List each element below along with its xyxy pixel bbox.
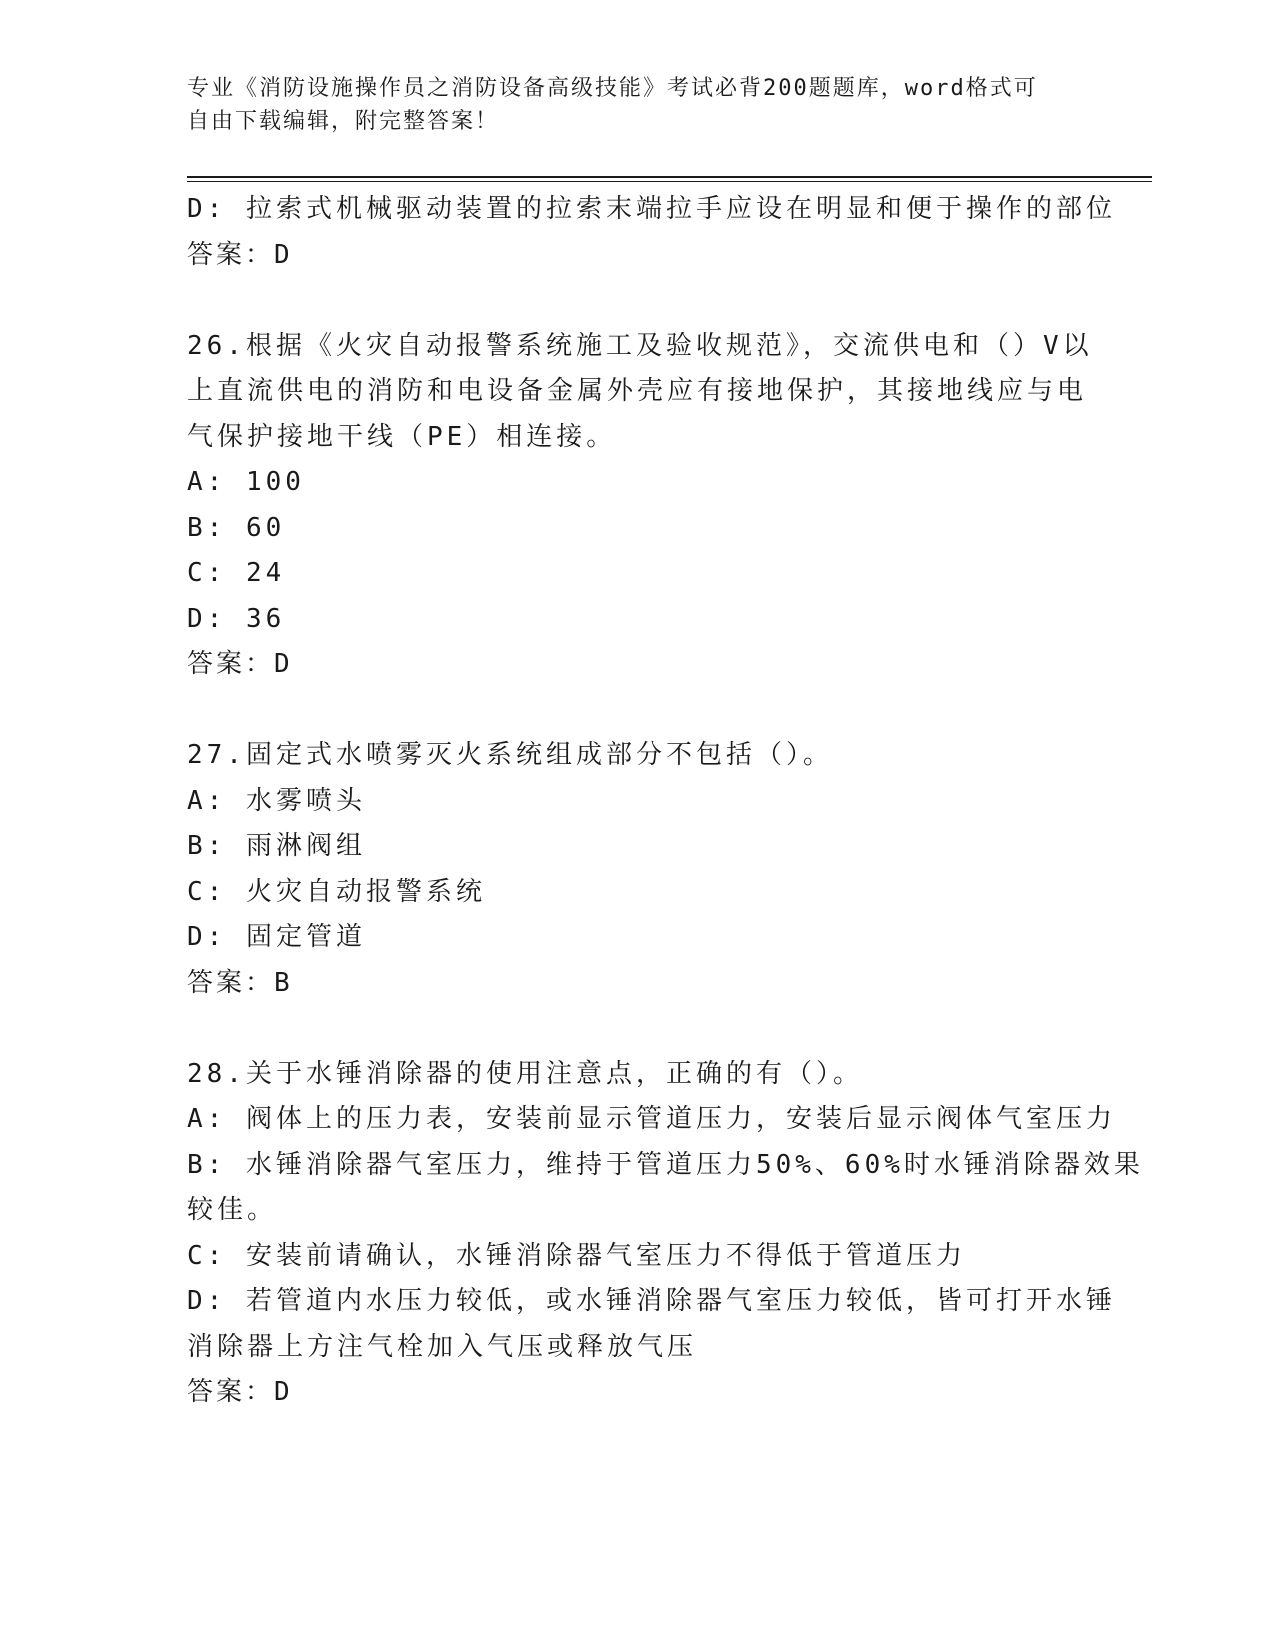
header-line: 自由下载编辑，附完整答案！ bbox=[187, 109, 500, 134]
option-c: C: 24 bbox=[187, 558, 286, 588]
answer-label: 答案：D bbox=[187, 239, 293, 270]
answer-label: 答案：D bbox=[187, 649, 293, 679]
document-header bbox=[187, 72, 1067, 138]
answer-label: 答案：B bbox=[187, 967, 293, 998]
option-b-continued: 较佳。 bbox=[187, 1195, 278, 1225]
option-d: D: 拉索式机械驱动装置的拉索末端拉手应设在明显和便于操作的部位 bbox=[187, 194, 1116, 224]
option-c: C: 安装前请确认，水锤消除器气室压力不得低于管道压力 bbox=[187, 1240, 966, 1271]
question-list bbox=[187, 187, 1144, 1416]
option-d: D: 固定管道 bbox=[187, 922, 366, 952]
option-b: B: 60 bbox=[187, 512, 286, 543]
answer-label: 答案：D bbox=[187, 1377, 293, 1407]
question-text: 气保护接地干线（PE）相连接。 bbox=[187, 421, 617, 452]
option-c: C: 火灾自动报警系统 bbox=[187, 876, 486, 907]
option-b: B: 雨淋阀组 bbox=[187, 831, 366, 861]
question-text: 上直流供电的消防和电设备金属外壳应有接地保护，其接地线应与电 bbox=[187, 376, 1088, 406]
option-d-continued: 消除器上方注气栓加入气压或释放气压 bbox=[187, 1331, 698, 1362]
option-a: A: 阀体上的压力表，安装前显示管道压力，安装后显示阀体气室压力 bbox=[187, 1104, 1116, 1134]
option-a: A: 水雾喷头 bbox=[187, 785, 366, 816]
header-line: 专业《消防设施操作员之消防设备高级技能》考试必背200题题库，word格式可 bbox=[187, 76, 1038, 101]
question-text: 28.关于水锤消除器的使用注意点，正确的有（）。 bbox=[187, 1058, 863, 1089]
spacer bbox=[187, 688, 1087, 734]
spacer bbox=[187, 278, 1087, 324]
option-a: A: 100 bbox=[187, 467, 305, 497]
question-26 bbox=[187, 324, 1093, 688]
question-28 bbox=[187, 1052, 1144, 1416]
option-b: B: 水锤消除器气室压力，维持于管道压力50%、60%时水锤消除器效果 bbox=[187, 1149, 1144, 1180]
question-27 bbox=[187, 733, 1087, 1006]
question-text: 26.根据《火灾自动报警系统施工及验收规范》，交流供电和（）V以 bbox=[187, 330, 1093, 361]
header-divider bbox=[187, 176, 1152, 178]
option-d: D: 36 bbox=[187, 603, 286, 634]
spacer bbox=[187, 1006, 1087, 1052]
header-divider-thin bbox=[187, 181, 1152, 182]
option-d: D: 若管道内水压力较低，或水锤消除器气室压力较低，皆可打开水锤 bbox=[187, 1286, 1116, 1316]
question-text: 27.固定式水喷雾灭火系统组成部分不包括（）。 bbox=[187, 740, 833, 770]
